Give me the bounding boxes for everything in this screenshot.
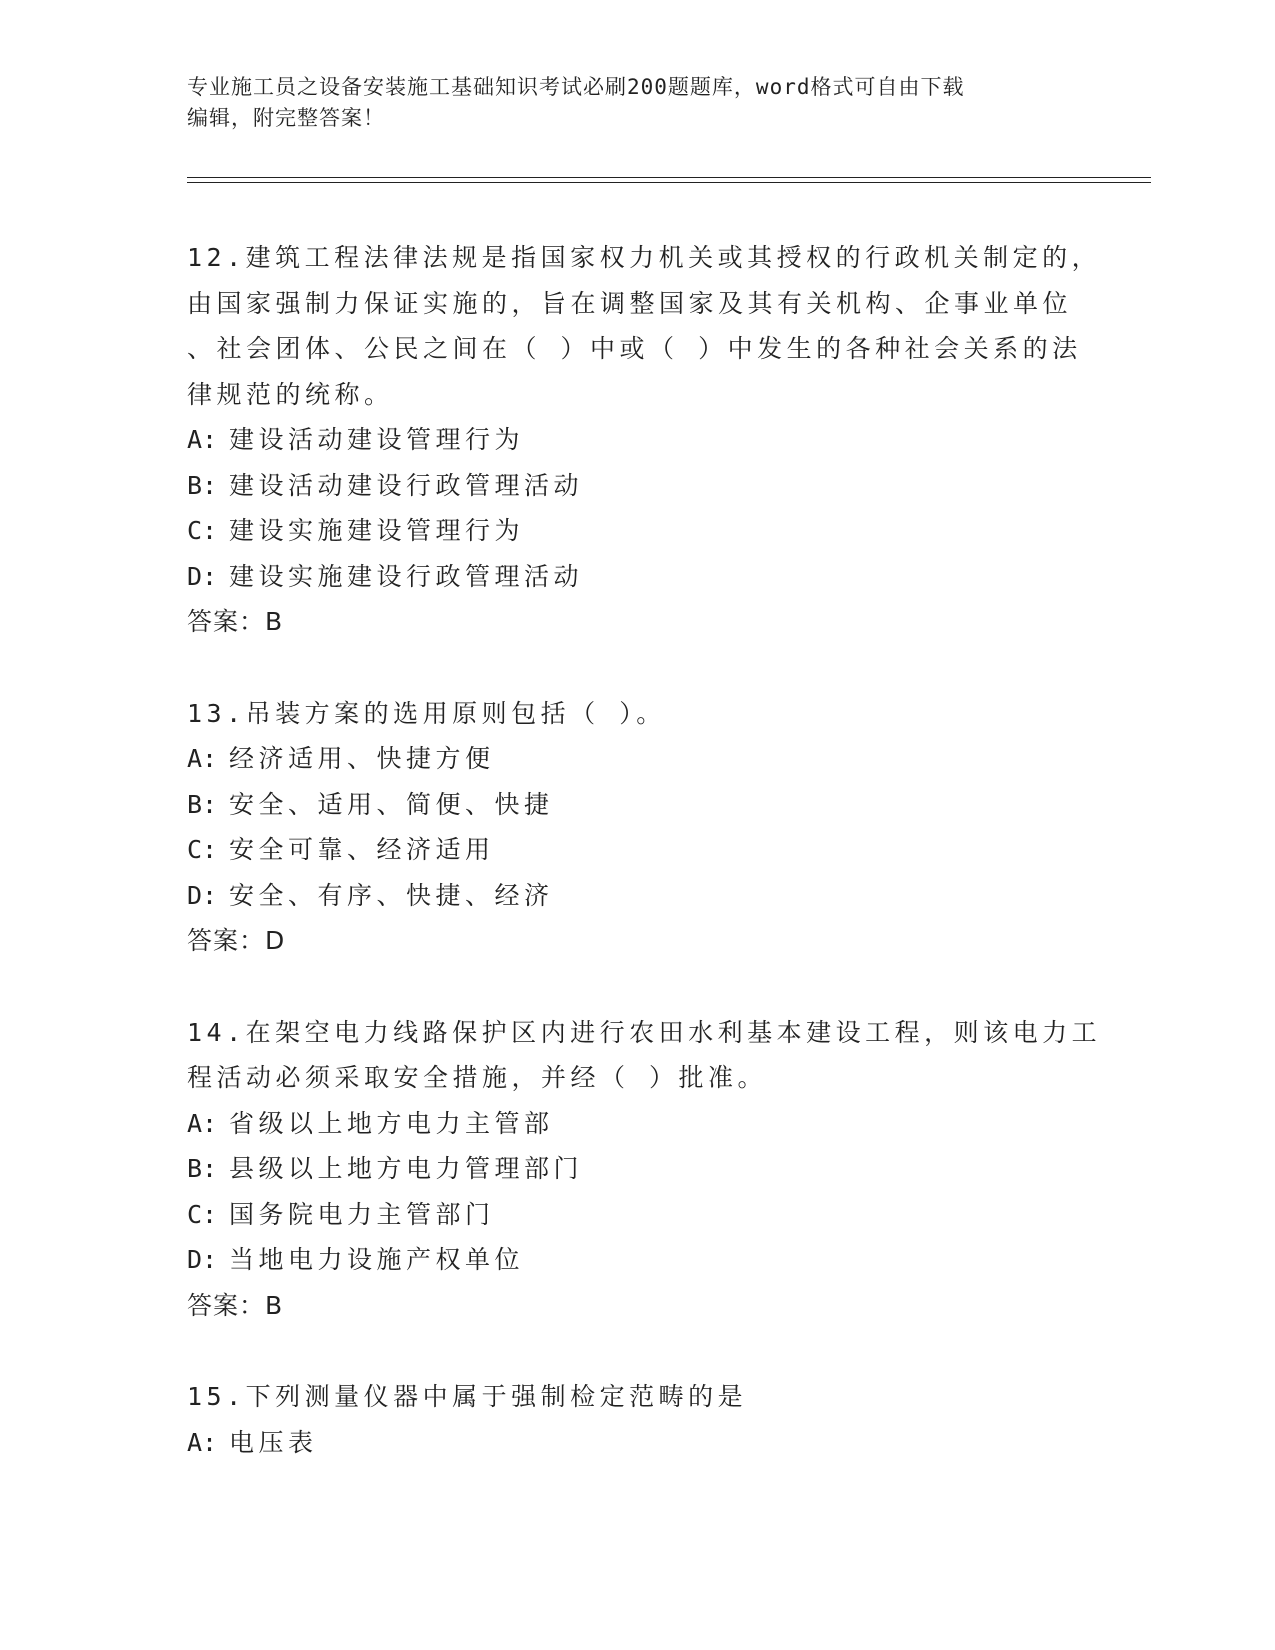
option-text: 电压表	[229, 1427, 318, 1457]
option-text: 建设实施建设管理行为	[229, 516, 525, 545]
question-12	[187, 235, 1102, 645]
question-text-line: 、社会团体、公民之间在（ ）中或（ ）中发生的各种社会关系的法	[187, 334, 1082, 363]
option-c	[187, 827, 1087, 873]
question-text-line: 程活动必须采取安全措施，并经（ ）批准。	[187, 1063, 768, 1092]
option-letter: D:	[187, 880, 218, 910]
option-letter: C:	[187, 835, 218, 864]
option-c	[187, 1192, 1087, 1238]
question-14	[187, 1010, 1102, 1329]
option-b	[187, 782, 1087, 828]
option-letter: D:	[187, 1245, 218, 1274]
option-letter: C:	[187, 516, 218, 545]
question-text-line: 15.下列测量仪器中属于强制检定范畴的是	[187, 1382, 748, 1411]
header-divider-top	[187, 177, 1151, 178]
option-letter: A:	[187, 425, 218, 454]
option-d	[187, 873, 1087, 919]
answer-line: 答案：B	[187, 1290, 284, 1320]
question-text-line: 13.吊装方案的选用原则包括（ ）。	[187, 698, 666, 728]
option-a	[187, 1420, 1087, 1466]
answer-line: 答案：B	[187, 607, 284, 636]
question-text-line: 由国家强制力保证实施的，旨在调整国家及其有关机构、企事业单位	[187, 288, 1073, 318]
option-text: 建设实施建设行政管理活动	[229, 561, 584, 591]
option-letter: A:	[187, 744, 218, 773]
option-letter: B:	[187, 470, 218, 500]
option-text: 国务院电力主管部门	[229, 1199, 495, 1229]
question-text-line: 律规范的统称。	[187, 379, 394, 409]
option-text: 安全可靠、经济适用	[229, 835, 495, 864]
option-letter: A:	[187, 1427, 218, 1457]
question-13	[187, 691, 1087, 964]
question-text-line: 12.建筑工程法律法规是指国家权力机关或其授权的行政机关制定的，	[187, 243, 1102, 272]
header-line-2: 编辑，附完整答案！	[187, 106, 385, 130]
option-text: 经济适用、快捷方便	[229, 744, 495, 773]
option-text: 省级以上地方电力主管部	[229, 1108, 554, 1138]
document-header	[187, 72, 1087, 134]
question-text-line: 14.在架空电力线路保护区内进行农田水利基本建设工程，则该电力工	[187, 1017, 1102, 1047]
option-d	[187, 554, 1087, 600]
option-b	[187, 1146, 1087, 1192]
option-a	[187, 736, 1087, 782]
question-list	[187, 235, 1102, 1511]
header-divider-bottom	[187, 182, 1151, 183]
answer-line: 答案：D	[187, 926, 286, 955]
option-text: 县级以上地方电力管理部门	[229, 1154, 584, 1183]
option-text: 安全、适用、简便、快捷	[229, 789, 554, 819]
option-text: 建设活动建设管理行为	[229, 425, 525, 454]
option-text: 建设活动建设行政管理活动	[229, 470, 584, 500]
header-line-1: 专业施工员之设备安装施工基础知识考试必刷200题题库，word格式可自由下载	[187, 75, 965, 99]
question-15	[187, 1374, 1087, 1465]
option-c	[187, 508, 1087, 554]
option-text: 当地电力设施产权单位	[229, 1245, 525, 1274]
option-d	[187, 1237, 1087, 1283]
option-letter: B:	[187, 789, 218, 819]
option-b	[187, 463, 1087, 509]
option-letter: B:	[187, 1154, 218, 1183]
option-letter: D:	[187, 561, 218, 591]
option-letter: A:	[187, 1108, 218, 1138]
option-a	[187, 1101, 1087, 1147]
option-text: 安全、有序、快捷、经济	[229, 880, 554, 910]
option-a	[187, 417, 1087, 463]
option-letter: C:	[187, 1199, 218, 1229]
